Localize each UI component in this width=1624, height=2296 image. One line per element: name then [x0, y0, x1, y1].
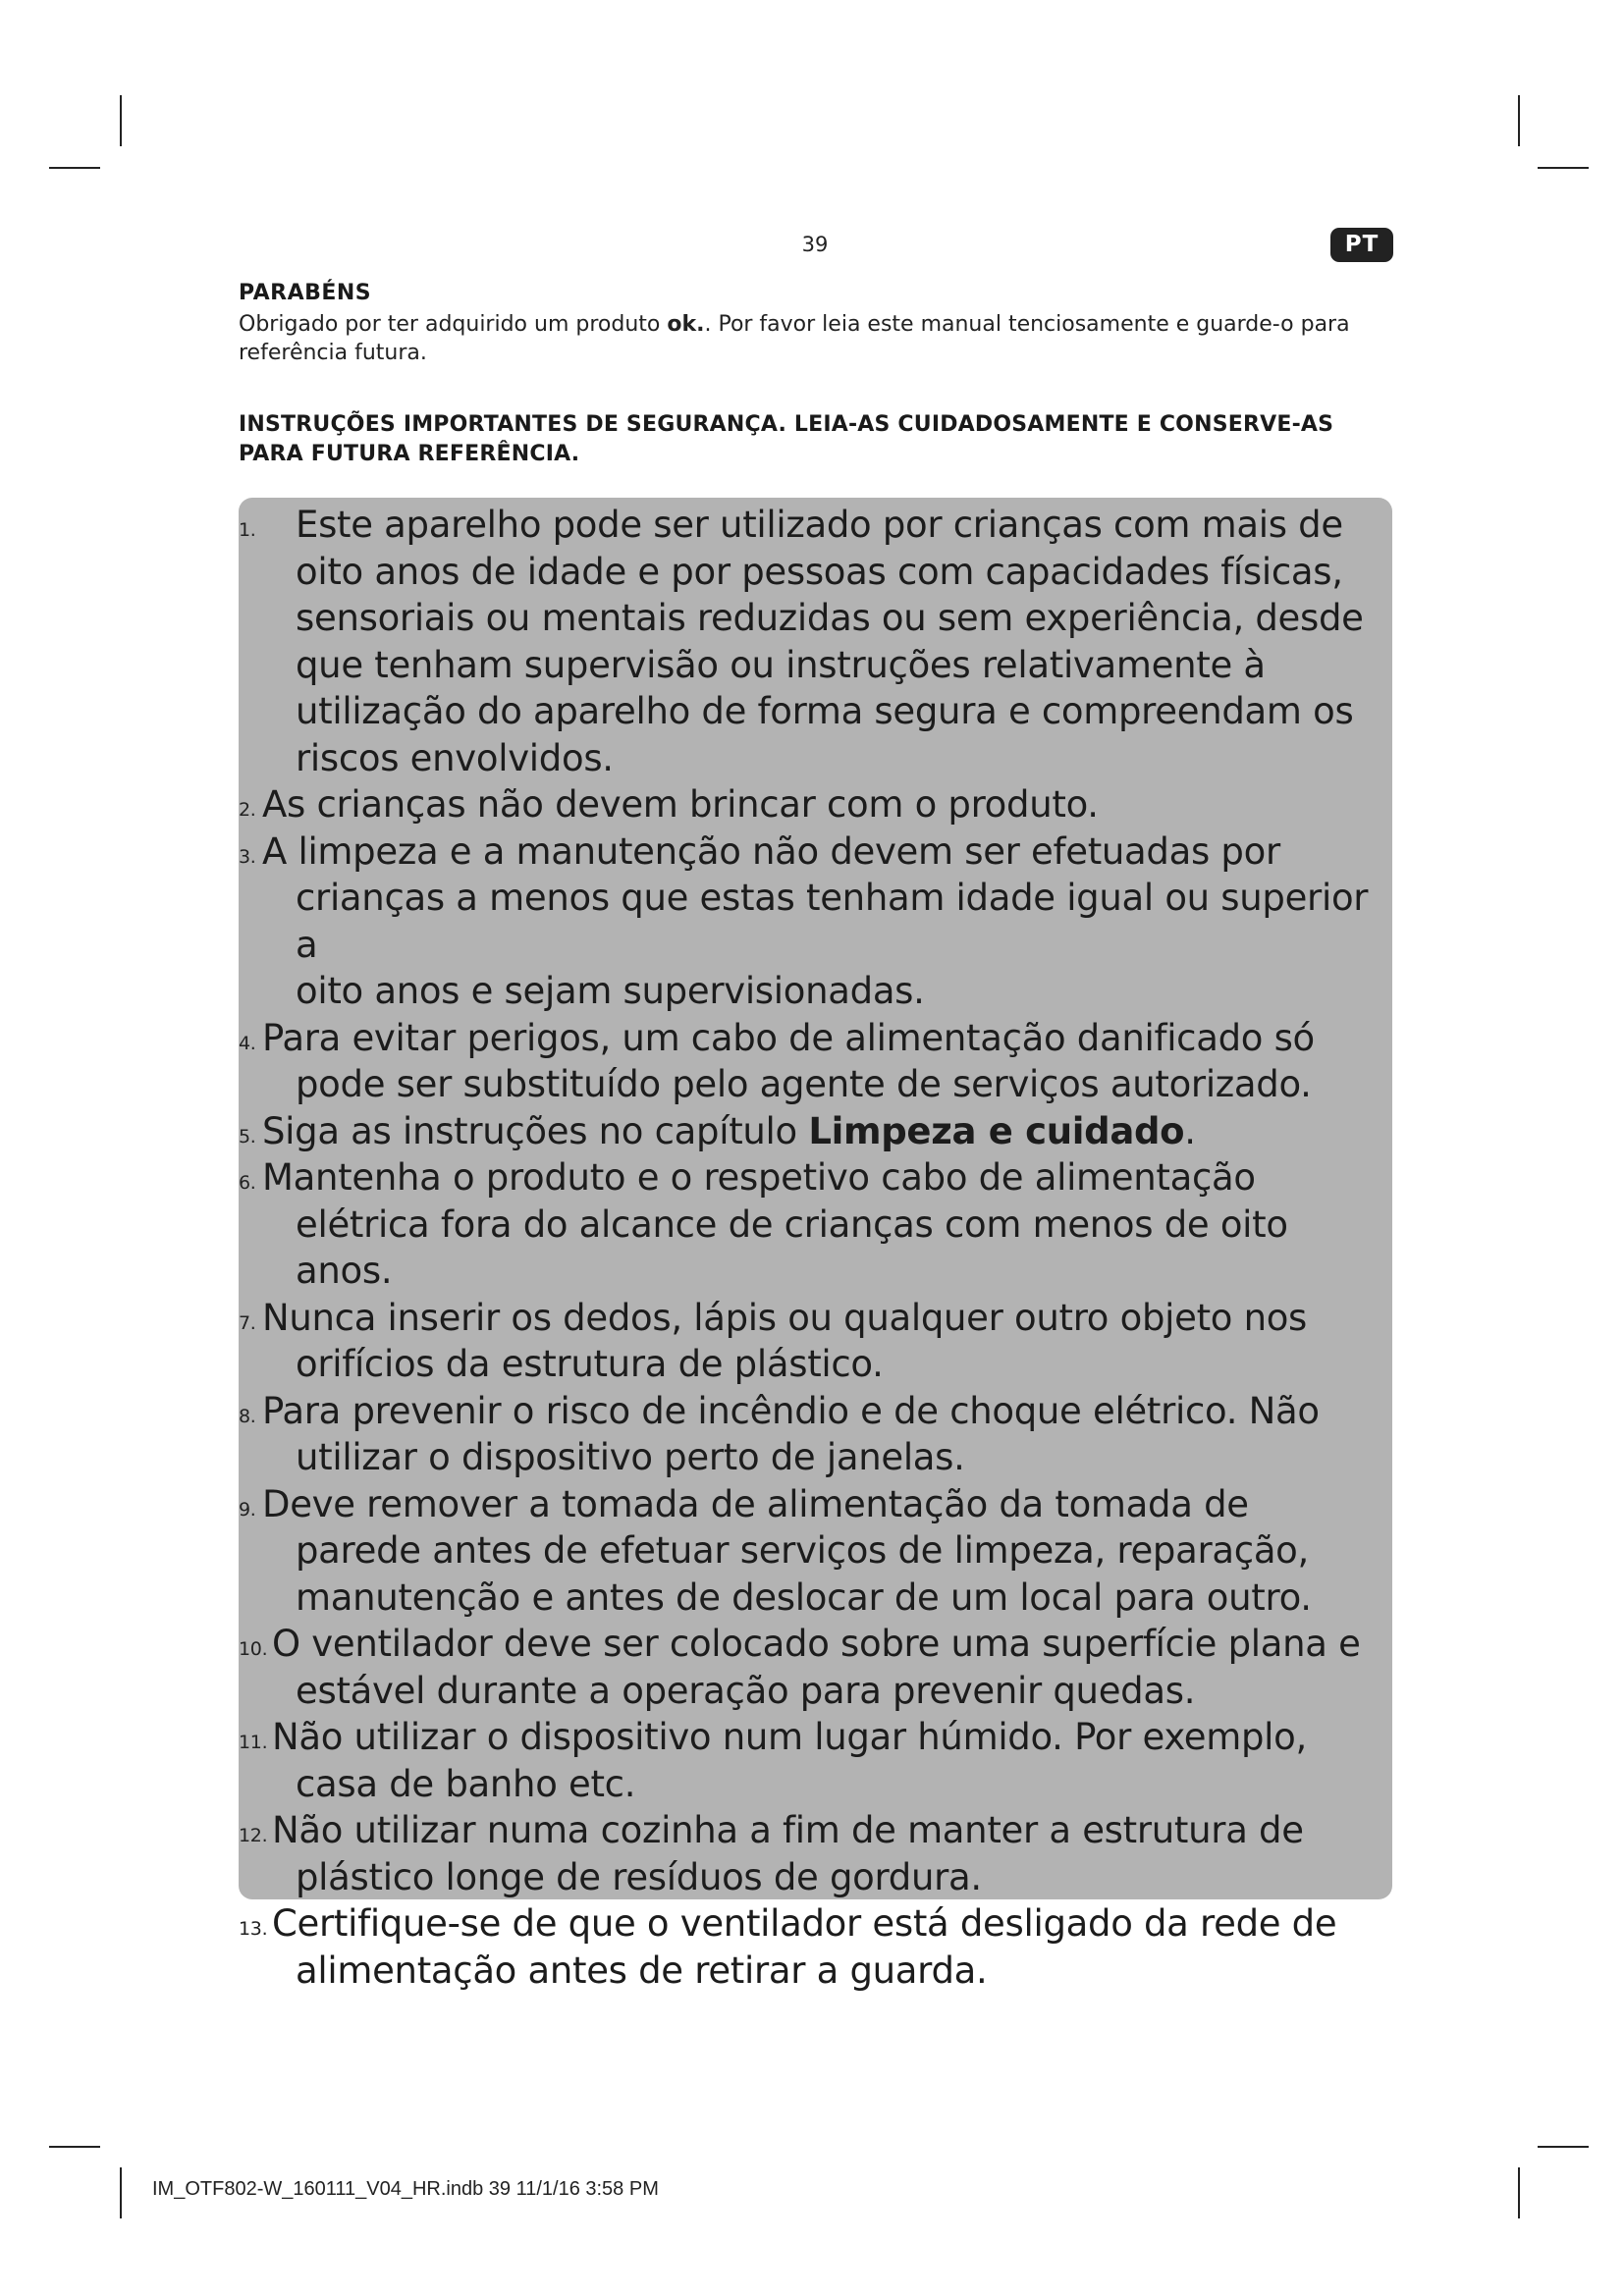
instruction-number: 4.	[239, 1032, 256, 1054]
instruction-continuation-line: elétrica fora do alcance de crianças com menos de oito anos.	[296, 1202, 1288, 1292]
instruction-item	[239, 1900, 1384, 1994]
instruction-first-line: Nunca inserir os dedos, lápis ou qualquer outro objeto nos	[262, 1296, 1308, 1339]
instruction-continuation-line: oito anos e sejam supervisionadas.	[296, 970, 925, 1012]
instruction-continuation-line: crianças a menos que estas tenham idade igual ou superior a	[296, 877, 1369, 966]
instruction-item	[239, 1807, 1384, 1900]
print-footer: IM_OTF802-W_160111_V04_HR.indb 39 11/1/16 3:58 PM	[152, 2178, 659, 2200]
instruction-number: 9.	[239, 1498, 256, 1521]
instruction-box	[239, 498, 1392, 1992]
instruction-number: 12.	[239, 1825, 268, 1846]
instruction-number: 11.	[239, 1732, 268, 1753]
instruction-item	[239, 1621, 1384, 1714]
congrats-text	[239, 310, 1392, 367]
brand-name: ok.	[667, 312, 705, 337]
instruction-item	[239, 502, 1384, 781]
instruction-continuation-line: riscos envolvidos.	[296, 736, 614, 779]
instruction-item	[239, 781, 1384, 828]
instruction-number: 3.	[239, 845, 256, 868]
instruction-continuation-line: que tenham supervisão ou instruções relativamente à	[296, 643, 1266, 686]
instruction-number: 10.	[239, 1638, 268, 1660]
instruction-text: Siga as instruções no capítulo	[262, 1109, 809, 1152]
instruction-item	[239, 828, 1384, 1015]
instruction-continuation-line: estável durante a operação para prevenir quedas.	[296, 1669, 1196, 1712]
instruction-number: 5.	[239, 1125, 256, 1148]
instruction-first-line: O ventilador deve ser colocado sobre uma superfície plana e	[272, 1623, 1361, 1665]
crop-mark	[49, 167, 100, 169]
crop-mark	[1538, 167, 1589, 169]
instruction-number: 2.	[239, 799, 256, 821]
instruction-first-line: Não utilizar o dispositivo num lugar húmido. Por exemplo,	[272, 1716, 1307, 1758]
instruction-text: .	[1184, 1109, 1196, 1152]
page-number: 39	[801, 233, 829, 256]
crop-mark	[120, 95, 122, 146]
instruction-number: 1.	[239, 519, 256, 541]
congrats-text-before: Obrigado por ter adquirido um produto	[239, 312, 668, 337]
instruction-item	[239, 1388, 1384, 1481]
crop-mark	[1538, 2146, 1589, 2148]
instruction-continuation-line: parede antes de efetuar serviços de limpeza, reparação,	[296, 1529, 1309, 1572]
safety-heading: INSTRUÇÕES IMPORTANTES DE SEGURANÇA. LEIA-AS CUIDADOSAMENTE E CONSERVE-AS PARA FUTURA REFERÊNCIA.	[239, 412, 1334, 466]
instruction-continuation-line: alimentação antes de retirar a guarda.	[296, 1949, 988, 1992]
crop-mark	[1518, 95, 1520, 146]
instruction-continuation-line: casa de banho etc.	[296, 1762, 636, 1805]
crop-mark	[1518, 2167, 1520, 2218]
instruction-continuation-line: pode ser substituído pelo agente de serviços autorizado.	[296, 1063, 1312, 1105]
crop-mark	[120, 2167, 122, 2218]
instruction-item	[239, 1295, 1384, 1388]
crop-mark	[49, 2146, 100, 2148]
instruction-list	[239, 502, 1384, 1994]
instruction-first-line: Este aparelho pode ser utilizado por crianças com mais de	[296, 504, 1343, 546]
instruction-continuation-line: utilizar o dispositivo perto de janelas.	[296, 1436, 965, 1478]
instruction-number: 7.	[239, 1311, 256, 1334]
instruction-first-line: Mantenha o produto e o respetivo cabo de alimentação	[262, 1156, 1256, 1199]
instruction-number: 13.	[239, 1918, 268, 1940]
instruction-first-line: Não utilizar numa cozinha a fim de manter a estrutura de	[272, 1809, 1304, 1851]
instruction-continuation-line: plástico longe de resíduos de gordura.	[296, 1855, 982, 1898]
instruction-first-line: As crianças não devem brincar com o produto.	[262, 783, 1099, 826]
instruction-item	[239, 1481, 1384, 1622]
chapter-reference: Limpeza e cuidado	[808, 1109, 1185, 1152]
instruction-item	[239, 1714, 1384, 1807]
instruction-first-line: Deve remover a tomada de alimentação da tomada de	[262, 1482, 1249, 1525]
instruction-continuation-line: orifícios da estrutura de plástico.	[296, 1343, 884, 1385]
instruction-continuation-line: manutenção e antes de deslocar de um local para outro.	[296, 1575, 1312, 1619]
congrats-text-after: . Por favor leia este manual tenciosamente e guarde-o para referência futura.	[239, 312, 1350, 365]
instruction-item	[239, 1015, 1384, 1108]
language-badge: PT	[1330, 228, 1393, 262]
instruction-first-line: A limpeza e a manutenção não devem ser efetuadas por	[262, 829, 1280, 873]
instruction-number: 8.	[239, 1405, 256, 1427]
instruction-first-line: Para prevenir o risco de incêndio e de choque elétrico. Não	[262, 1389, 1320, 1432]
instruction-number: 6.	[239, 1172, 256, 1194]
instruction-item	[239, 1154, 1384, 1295]
instruction-continuation-line: sensoriais ou mentais reduzidas ou sem experiência, desde	[296, 597, 1364, 639]
instruction-continuation-line: oito anos de idade e por pessoas com capacidades físicas,	[296, 550, 1343, 593]
instruction-item	[239, 1108, 1384, 1155]
instruction-continuation-line: utilização do aparelho de forma segura e compreendam os	[296, 690, 1354, 732]
congrats-title: PARABÉNS	[239, 281, 372, 305]
instruction-first-line	[262, 1110, 1196, 1152]
instruction-first-line: Certifique-se de que o ventilador está desligado da rede de	[272, 1902, 1337, 1945]
instruction-first-line: Para evitar perigos, um cabo de alimentação danificado só	[262, 1016, 1315, 1059]
